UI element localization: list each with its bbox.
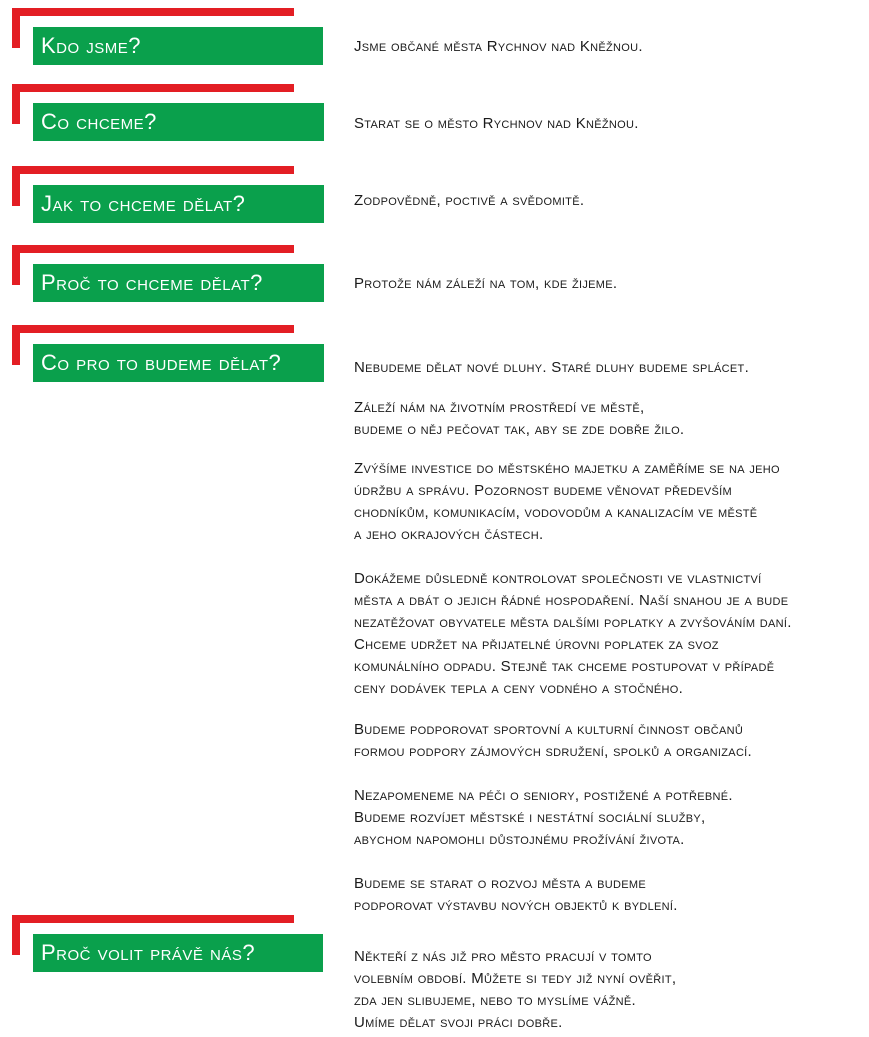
- answer-text: Jsme občané města Rychnov nad Kněžnou.: [354, 38, 643, 55]
- question-heading: Jak to chceme dělat?: [33, 185, 324, 223]
- plan-line: podporovat výstavbu nových objektů k bydlení.: [354, 897, 678, 914]
- question-heading: Kdo jsme?: [33, 27, 323, 65]
- plan-line: města a dbát o jejich řádné hospodaření. Naší snahou je a bude: [354, 592, 789, 609]
- answer-text: Protože nám záleží na tom, kde žijeme.: [354, 275, 618, 292]
- plan-line: abychom napomohli důstojnému prožívání života.: [354, 831, 685, 848]
- why-us-line: Umíme dělat svoji práci dobře.: [354, 1014, 563, 1031]
- plan-line: chodníkům, komunikacím, vodovodům a kanalizacím ve městě: [354, 504, 758, 521]
- plan-line: Záleží nám na životním prostředí ve městě,: [354, 399, 645, 416]
- plan-line: a jeho okrajových částech.: [354, 526, 544, 543]
- plan-line: Chceme udržet na přijatelné úrovni poplatek za svoz: [354, 636, 719, 653]
- plan-line: Budeme podporovat sportovní a kulturní činnost občanů: [354, 721, 744, 738]
- plan-line: Dokážeme důsledně kontrolovat společnosti ve vlastnictví: [354, 570, 762, 587]
- plan-line: Budeme se starat o rozvoj města a budeme: [354, 875, 646, 892]
- why-us-line: volebním období. Můžete si tedy již nyní ověřit,: [354, 970, 677, 987]
- plan-line: Zvýšíme investice do městského majetku a zaměříme se na jeho: [354, 460, 780, 477]
- question-heading: Proč volit právě nás?: [33, 934, 323, 972]
- plan-line: údržbu a správu. Pozornost budeme věnovat především: [354, 482, 732, 499]
- plan-line: Nezapomeneme na péči o seniory, postižené a potřebné.: [354, 787, 733, 804]
- question-heading: Co chceme?: [33, 103, 324, 141]
- plan-line: formou podpory zájmových sdružení, spolků a organizací.: [354, 743, 753, 760]
- answer-text: Nebudeme dělat nové dluhy. Staré dluhy budeme splácet.: [354, 359, 750, 376]
- plan-line: budeme o něj pečovat tak, aby se zde dobře žilo.: [354, 421, 685, 438]
- answer-text: Starat se o město Rychnov nad Kněžnou.: [354, 115, 639, 132]
- question-heading: Co pro to budeme dělat?: [33, 344, 324, 382]
- plan-line: nezatěžovat obyvatele města dalšími poplatky a zvyšováním daní.: [354, 614, 792, 631]
- plan-line: ceny dodávek tepla a ceny vodného a stočného.: [354, 680, 684, 697]
- question-heading: Proč to chceme dělat?: [33, 264, 324, 302]
- answer-text: Zodpovědně, poctivě a svědomitě.: [354, 192, 585, 209]
- plan-line: komunálního odpadu. Stejně tak chceme postupovat v případě: [354, 658, 775, 675]
- why-us-line: zda jen slibujeme, nebo to myslíme vážně.: [354, 992, 636, 1009]
- why-us-line: Někteří z nás již pro město pracují v tomto: [354, 948, 652, 965]
- plan-line: Budeme rozvíjet městské i nestátní sociální služby,: [354, 809, 706, 826]
